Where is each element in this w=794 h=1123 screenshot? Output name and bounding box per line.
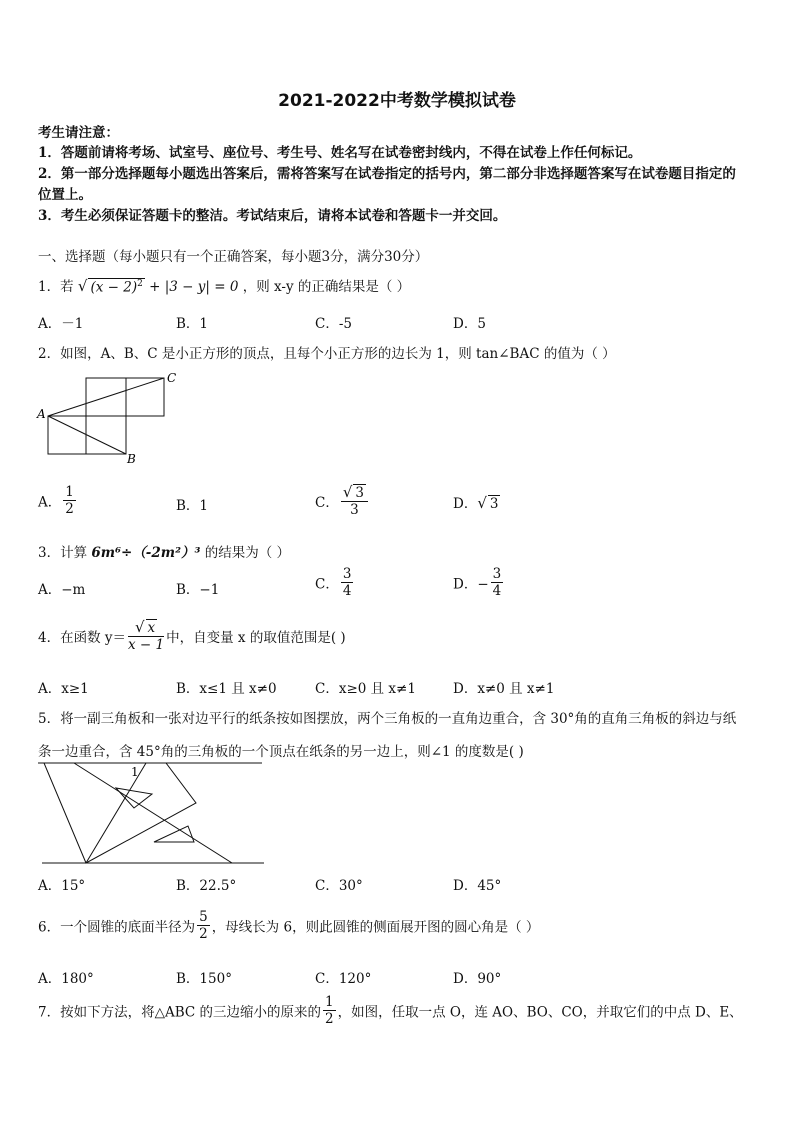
q1-option-d[interactable]: D．5 xyxy=(453,316,486,332)
notice-item-2: 2．第一部分选择题每小题选出答案后，需将答案写在试卷指定的括号内，第二部分非选择题答案写在试卷题目指定的 xyxy=(38,166,736,182)
question-3: 3．计算 6m⁶÷（-2m²）³ 的结果为（ ） xyxy=(38,545,290,561)
q3-option-a[interactable]: A．−m xyxy=(38,582,86,598)
q3-expression: 6m⁶÷（-2m²）³ xyxy=(91,545,201,561)
label-b: B xyxy=(127,452,136,466)
question-7: 7．按如下方法，将△ABC 的三边缩小的原来的 $\frac{1}{2}$ ，如图，任取一点 O，连 AO、BO、CO，并取它们的中点 D、E、 xyxy=(38,994,743,1027)
q2-option-b[interactable]: B．1 xyxy=(176,498,209,514)
q2-option-d[interactable]: D．√ 3 xyxy=(453,494,499,512)
q2-option-c[interactable]: C． $\frac{√ 3}{3}$ xyxy=(315,484,370,518)
q6-option-a[interactable]: A．180° xyxy=(38,971,94,987)
q1-expr-a: (x − 2) xyxy=(90,279,138,295)
sqrt-sign: √ xyxy=(77,277,88,295)
q5-triangle-figure xyxy=(36,758,268,868)
q2-option-a[interactable]: A． $\frac{1}{2}$ xyxy=(38,484,74,517)
q1-prefix: 1．若 xyxy=(38,279,74,295)
q1-suffix: ，则 x-y 的正确结果是（ ） xyxy=(242,279,411,295)
q3-option-c[interactable]: C． $\frac{3}{4}$ xyxy=(315,566,352,599)
q4-option-b[interactable]: B．x≤1 且 x≠0 xyxy=(176,681,277,697)
q4-option-c[interactable]: C．x≥0 且 x≠1 xyxy=(315,681,416,697)
q6-option-c[interactable]: C．120° xyxy=(315,971,372,987)
q1-exponent: 2 xyxy=(137,278,143,289)
question-1 xyxy=(38,275,410,295)
q2-grid-figure xyxy=(36,368,186,466)
q6-option-b[interactable]: B．150° xyxy=(176,971,232,987)
q1-option-b[interactable]: B．1 xyxy=(176,316,209,332)
notice-item-3: 3．考生必须保证答题卡的整洁。考试结束后，请将本试卷和答题卡一并交回。 xyxy=(38,208,507,224)
q1-expr-b: + |3 − y| = 0 xyxy=(149,279,239,295)
notice-heading: 考生请注意： xyxy=(38,125,119,141)
page-title: 2021-2022中考数学模拟试卷 xyxy=(278,91,516,111)
q4-option-a[interactable]: A．x≥1 xyxy=(38,681,89,697)
q3-option-d[interactable]: D．− $\frac{3}{4}$ xyxy=(453,566,502,599)
question-2: 2．如图，A、B、C 是小正方形的顶点，且每个小正方形的边长为 1，则 tan∠BAC 的值为（ ） xyxy=(38,346,616,362)
question-4: 4．在函数 y＝ $\frac{√ x}{x - 1}$ 中，自变量 x 的取值范围是( ) xyxy=(38,618,346,653)
q5-option-d[interactable]: D．45° xyxy=(453,878,502,894)
q1-option-a[interactable]: A．－1 xyxy=(38,316,84,332)
q5-option-c[interactable]: C．30° xyxy=(315,878,363,894)
question-5-line-2: 条一边重合，含 45°角的三角板的一个顶点在纸条的另一边上，则∠1 的度数是( ) xyxy=(38,744,524,760)
q6-option-d[interactable]: D．90° xyxy=(453,971,502,987)
q4-option-d[interactable]: D．x≠0 且 x≠1 xyxy=(453,681,555,697)
label-a: A xyxy=(37,407,46,421)
question-6: 6．一个圆锥的底面半径为 $\frac{5}{2}$ ，母线长为 6，则此圆锥的侧面展开图的圆心角是（ ） xyxy=(38,909,540,942)
notice-item-2-cont: 位置上。 xyxy=(38,187,92,203)
label-c: C xyxy=(167,371,177,385)
q3-option-b[interactable]: B．−1 xyxy=(176,582,220,598)
q5-option-b[interactable]: B．22.5° xyxy=(176,878,237,894)
angle-1-label: 1 xyxy=(131,765,139,779)
q1-option-c[interactable]: C．-5 xyxy=(315,316,352,332)
notice-item-1: 1．答题前请将考场、试室号、座位号、考生号、姓名写在试卷密封线内，不得在试卷上作任何标记。 xyxy=(38,145,642,161)
section-heading: 一、选择题（每小题只有一个正确答案，每小题3分，满分30分） xyxy=(38,249,429,265)
question-5-line-1: 5．将一副三角板和一张对边平行的纸条按如图摆放，两个三角板的一直角边重合，含 30°角的直角三角板的斜边与纸 xyxy=(38,711,737,727)
q5-option-a[interactable]: A．15° xyxy=(38,878,86,894)
